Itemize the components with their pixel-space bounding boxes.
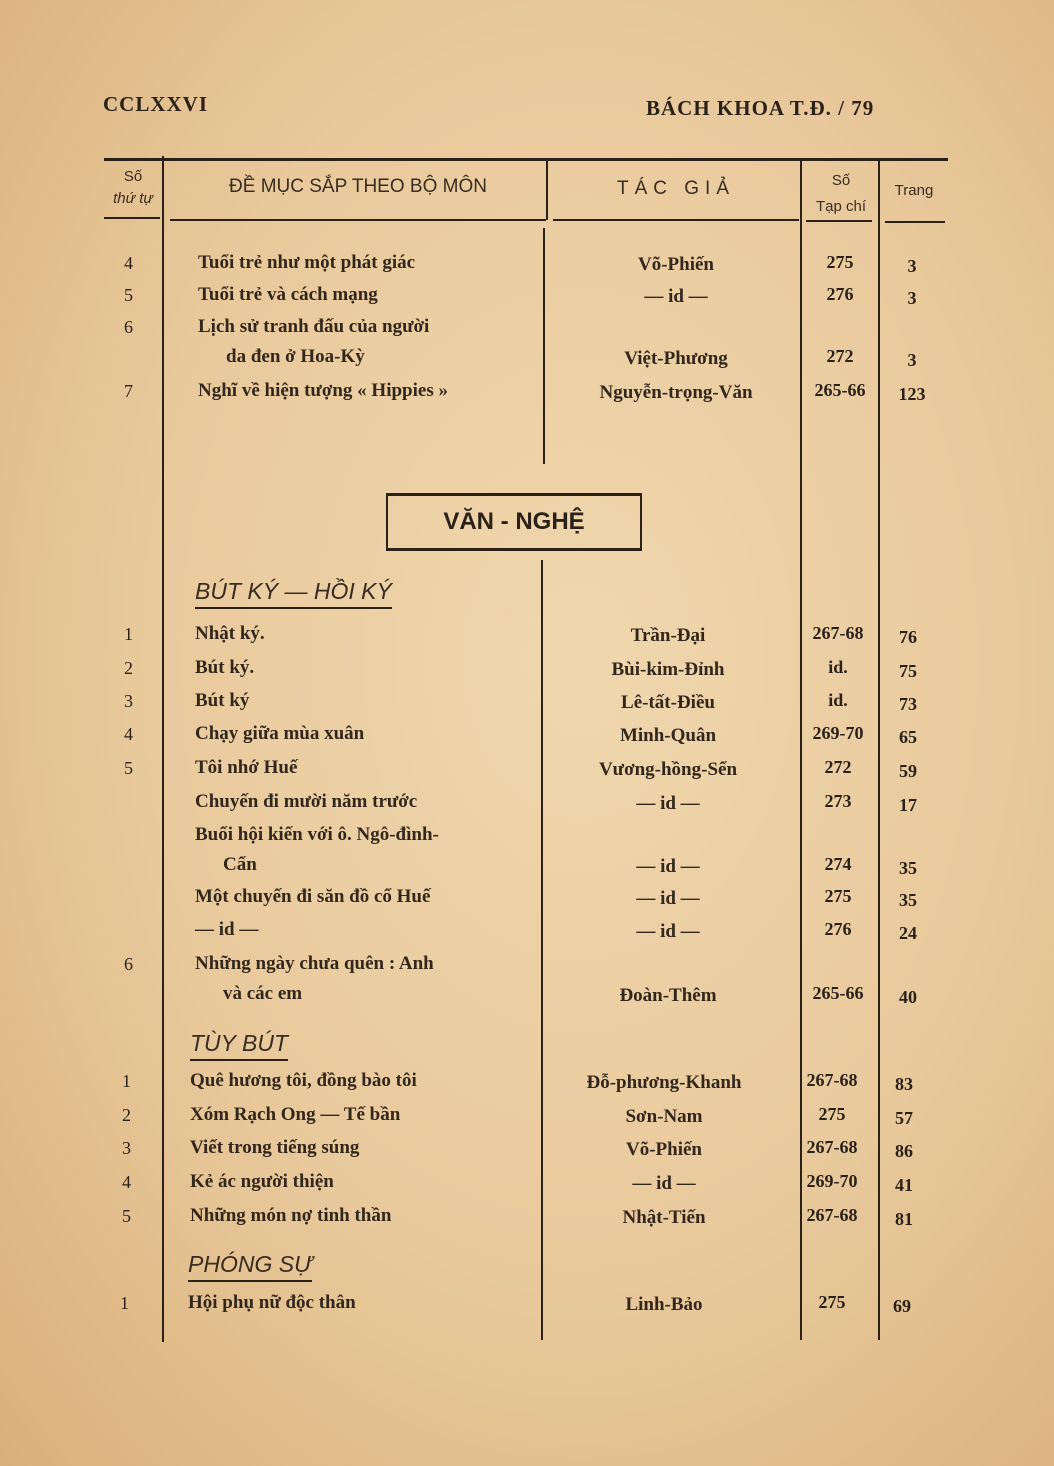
row-number: 4 <box>122 1172 131 1192</box>
entry-author: — id — <box>636 793 700 814</box>
entry-page: 3 <box>907 350 917 370</box>
column-line-1 <box>162 156 164 1342</box>
entry-page: 17 <box>899 795 917 815</box>
column-line-4 <box>878 160 880 1340</box>
row-number: 3 <box>122 1138 131 1158</box>
col-header-author: TÁC GIẢ <box>616 178 735 199</box>
section-heading-but-ky: BÚT KÝ — HỒI KÝ <box>195 578 392 609</box>
column-line-2c <box>541 560 543 1340</box>
entry-page: 24 <box>899 923 917 943</box>
entry-issue: 267-68 <box>812 623 864 643</box>
entry-author: Linh-Bảo <box>625 1294 703 1315</box>
entry-author: — id — <box>636 856 700 877</box>
entry-issue: id. <box>828 657 848 677</box>
entry-issue: 274 <box>824 854 852 874</box>
entry-issue: 265-66 <box>814 380 866 400</box>
entry-title: Một chuyến đi săn đồ cổ Huế <box>195 886 431 907</box>
row-number: 7 <box>124 381 133 401</box>
entry-title: Xóm Rạch Ong — Tế bần <box>190 1104 401 1125</box>
entry-author: Bùi-kim-Đỉnh <box>611 659 725 680</box>
entry-author: — id — <box>644 286 708 307</box>
entry-author: Minh-Quân <box>619 725 717 746</box>
entry-issue: 267-68 <box>806 1070 858 1090</box>
entry-page: 35 <box>899 890 917 910</box>
row-number: 3 <box>124 691 133 711</box>
header-rule-issue <box>806 220 872 222</box>
entry-title: Chuyến đi mười năm trước <box>195 791 418 812</box>
col-header-stt <box>104 166 162 210</box>
header-rule-author <box>553 219 799 221</box>
entry-issue: id. <box>828 690 848 710</box>
entry-issue: 275 <box>818 1104 846 1124</box>
entry-title: — id — <box>195 919 259 940</box>
entry-title: Tôi nhớ Huế <box>195 757 298 778</box>
entry-title: Tuổi trẻ và cách mạng <box>198 284 378 305</box>
row-number: 2 <box>122 1105 131 1125</box>
entry-author: — id — <box>632 1173 696 1194</box>
col-header-issue-line1: Số <box>831 172 851 189</box>
section-heading-phong-su: PHÓNG SỰ <box>188 1251 312 1282</box>
entry-title: Những món nợ tinh thần <box>190 1205 392 1226</box>
entry-page: 86 <box>895 1141 913 1161</box>
header-rule-page <box>885 221 945 223</box>
entry-page: 83 <box>895 1074 913 1094</box>
entry-author: Võ-Phiến <box>638 254 714 275</box>
row-number: 6 <box>124 317 133 337</box>
entry-issue: 272 <box>824 757 852 777</box>
entry-author: Võ-Phiến <box>626 1139 702 1160</box>
entry-title: Nghĩ về hiện tượng « Hippies » <box>198 380 448 401</box>
entry-page: 65 <box>899 727 917 747</box>
row-number: 5 <box>122 1206 131 1226</box>
entry-title: Cẩn <box>223 854 257 875</box>
entry-author: Trần-Đại <box>630 625 706 646</box>
entry-page: 76 <box>899 627 917 647</box>
row-number: 6 <box>124 954 133 974</box>
row-number: 1 <box>122 1071 131 1091</box>
entry-issue: 275 <box>826 252 854 272</box>
entry-title: Quê hương tôi, đồng bào tôi <box>190 1070 417 1091</box>
entry-page: 3 <box>907 256 917 276</box>
entry-author: Nguyễn-trọng-Văn <box>599 382 753 403</box>
entry-title: Bút ký. <box>195 657 255 678</box>
section-banner-van-nghe: VĂN - NGHỆ <box>386 493 642 551</box>
entry-title: Nhật ký. <box>195 623 265 644</box>
row-number: 4 <box>124 724 133 744</box>
entry-title: và các em <box>223 983 303 1004</box>
entry-issue: 265-66 <box>812 983 864 1003</box>
entry-issue: 276 <box>826 284 854 304</box>
entry-issue: 269-70 <box>812 723 864 743</box>
page-roman-numeral: CCLXXVI <box>103 92 209 116</box>
entry-page: 3 <box>907 288 917 308</box>
entry-page: 123 <box>898 384 926 404</box>
entry-issue: 273 <box>824 791 852 811</box>
row-number: 5 <box>124 285 133 305</box>
entry-author: — id — <box>636 888 700 909</box>
entry-title: da đen ở Hoa-Kỳ <box>226 346 365 367</box>
entry-author: Việt-Phương <box>624 348 728 369</box>
entry-issue: 275 <box>824 886 852 906</box>
entry-title: Kẻ ác người thiện <box>190 1171 334 1192</box>
entry-issue: 276 <box>824 919 852 939</box>
entry-author: Nhật-Tiến <box>622 1207 706 1228</box>
entry-author: Đoàn-Thêm <box>619 985 717 1006</box>
entry-issue: 272 <box>826 346 854 366</box>
running-header: BÁCH KHOA T.Đ. / 79 <box>646 96 875 120</box>
column-line-3 <box>800 160 802 1340</box>
col-header-topic: ĐỀ MỤC SẮP THEO BỘ MÔN <box>229 176 487 197</box>
entry-issue: 275 <box>818 1292 846 1312</box>
row-number: 1 <box>124 624 133 644</box>
entry-page: 40 <box>899 987 917 1007</box>
entry-page: 69 <box>893 1296 911 1316</box>
entry-page: 35 <box>899 858 917 878</box>
entry-title: Tuổi trẻ như một phát giác <box>198 252 416 273</box>
entry-author: Lê-tất-Điều <box>621 692 715 713</box>
entry-page: 57 <box>895 1108 913 1128</box>
entry-title: Những ngày chưa quên : Anh <box>195 953 434 974</box>
col-header-issue <box>803 168 879 220</box>
row-number: 4 <box>124 253 133 273</box>
column-line-2b <box>543 228 545 464</box>
entry-author: Đỗ-phương-Khanh <box>586 1072 742 1093</box>
entry-title: Viết trong tiếng súng <box>190 1137 360 1158</box>
row-number: 1 <box>120 1293 129 1313</box>
entry-page: 41 <box>895 1175 913 1195</box>
entry-title: Chạy giữa mùa xuân <box>195 723 365 744</box>
col-header-stt-line1: Số <box>123 168 143 185</box>
col-header-page: Trang <box>894 182 934 199</box>
entry-author: Sơn-Nam <box>625 1106 703 1127</box>
entry-page: 75 <box>899 661 917 681</box>
entry-issue: 267-68 <box>806 1205 858 1225</box>
column-line-2a <box>546 160 548 220</box>
entry-page: 59 <box>899 761 917 781</box>
header-rule-stt <box>104 217 160 219</box>
entry-author: Vương-hồng-Sển <box>598 759 738 780</box>
header-rule-topic <box>170 219 546 221</box>
entry-title: Lịch sử tranh đấu của người <box>198 316 430 337</box>
entry-author: — id — <box>636 921 700 942</box>
entry-title: Hội phụ nữ độc thân <box>188 1292 356 1313</box>
entry-issue: 269-70 <box>806 1171 858 1191</box>
row-number: 5 <box>124 758 133 778</box>
entry-page: 73 <box>899 694 917 714</box>
table-top-rule <box>104 158 948 161</box>
entry-title: Bút ký <box>195 690 250 711</box>
entry-title: Buổi hội kiến với ô. Ngô-đình- <box>195 824 439 845</box>
entry-page: 81 <box>895 1209 913 1229</box>
entry-issue: 267-68 <box>806 1137 858 1157</box>
col-header-stt-line2: thứ tự <box>113 190 153 207</box>
col-header-issue-line2: Tạp chí <box>815 198 867 215</box>
row-number: 2 <box>124 658 133 678</box>
section-heading-tuy-but: TÙY BÚT <box>190 1030 288 1061</box>
